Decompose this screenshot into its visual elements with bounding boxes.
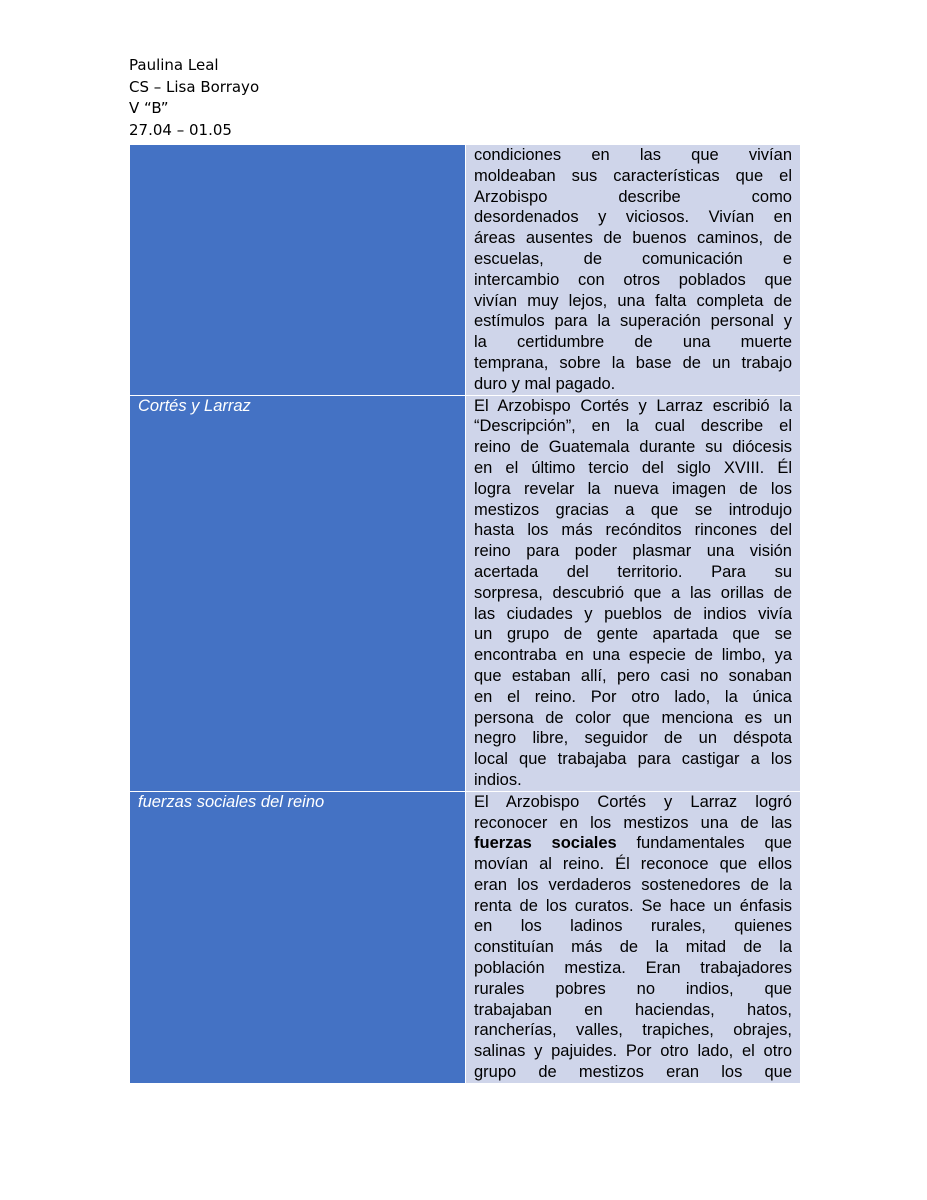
description-line: hasta los más recónditos rincones del bbox=[474, 521, 792, 540]
description-line: persona de color que menciona es un bbox=[474, 708, 792, 727]
description-line: salinas y pajuides. Por otro lado, el otro bbox=[474, 1042, 792, 1061]
term-label: fuerzas sociales del reino bbox=[138, 792, 325, 811]
description-line: trabajaban en haciendas, hatos, bbox=[474, 1000, 792, 1019]
description-line: acertada del territorio. Para su bbox=[474, 562, 792, 581]
description-line-with-bold bbox=[466, 833, 800, 854]
description-line: grupo de mestizos eran los que bbox=[474, 1063, 792, 1082]
description-line: logra revelar la nueva imagen de los bbox=[474, 479, 792, 498]
description-cell bbox=[466, 395, 801, 791]
description-line: renta de los curatos. Se hace un énfasis bbox=[474, 896, 792, 915]
description-line: rurales pobres no indios, que bbox=[474, 979, 792, 998]
description-line: población mestiza. Eran trabajadores bbox=[474, 959, 792, 978]
description-line: constituían más de la mitad de la bbox=[474, 938, 792, 957]
section-label: V “B” bbox=[129, 99, 169, 117]
description-cell bbox=[466, 145, 801, 396]
term-cell bbox=[130, 145, 466, 396]
description-line: El Arzobispo Cortés y Larraz escribió la bbox=[474, 396, 792, 415]
description-line: intercambio con otros poblados que bbox=[474, 270, 792, 289]
description-line: estímulos para la superación personal y bbox=[474, 312, 792, 331]
description-line: la certidumbre de una muerte bbox=[474, 333, 792, 352]
description-line: vivían muy lejos, una falta completa de bbox=[474, 291, 792, 310]
bold-term: fuerzas sociales bbox=[474, 834, 617, 853]
course-teacher: CS – Lisa Borrayo bbox=[129, 77, 260, 96]
description-line: encontraba en una especie de limbo, ya bbox=[474, 646, 792, 665]
description-line: en el último tercio del siglo XVIII. Él bbox=[474, 458, 792, 477]
description-line: áreas ausentes de buenos caminos, de bbox=[474, 229, 792, 248]
description-line: temprana, sobre la base de un trabajo bbox=[474, 353, 792, 372]
description-line: un grupo de gente apartada que se bbox=[474, 625, 792, 644]
description-line: Arzobispo describe como bbox=[474, 187, 792, 206]
description-line: negro libre, seguidor de un déspota bbox=[474, 729, 792, 748]
description-line: en el reino. Por otro lado, la única bbox=[474, 687, 792, 706]
description-line: mestizos gracias a que se introdujo bbox=[474, 500, 792, 519]
description-line: reconocer en los mestizos una de las bbox=[474, 813, 792, 832]
term-cell bbox=[130, 791, 466, 1083]
description-line: movían al reino. Él reconoce que ellos bbox=[474, 855, 792, 874]
term-cell bbox=[130, 395, 466, 791]
description-line: sorpresa, descubrió que a las orillas de bbox=[474, 583, 792, 602]
description-line: duro y mal pagado. bbox=[474, 374, 616, 393]
description-cell bbox=[466, 791, 801, 1083]
description-line: las ciudades y pueblos de indios vivía bbox=[474, 604, 792, 623]
description-line: eran los verdaderos sostenedores de la bbox=[474, 875, 792, 894]
description-line: escuelas, de comunicación e bbox=[474, 249, 792, 268]
description-line: reino para poder plasmar una visión bbox=[474, 542, 792, 561]
term-label: Cortés y Larraz bbox=[138, 396, 251, 415]
description-line: que estaban allí, pero casi no sonaban bbox=[474, 666, 792, 685]
description-line: reino de Guatemala durante su diócesis bbox=[474, 438, 792, 457]
table-row bbox=[130, 791, 801, 1083]
description-line: El Arzobispo Cortés y Larraz logró bbox=[474, 792, 792, 811]
description-line: moldeaban sus características que el bbox=[474, 166, 792, 185]
description-line-fragment: fundamentales que bbox=[616, 834, 792, 853]
description-line: indios. bbox=[474, 770, 522, 789]
notes-table bbox=[129, 144, 801, 1084]
description-line: en los ladinos rurales, quienes bbox=[474, 917, 792, 936]
description-line: desordenados y viciosos. Vivían en bbox=[474, 208, 792, 227]
description-line: rancherías, valles, trapiches, obrajes, bbox=[474, 1021, 792, 1040]
student-name: Paulina Leal bbox=[129, 56, 219, 74]
description-line: “Descripción”, en la cual describe el bbox=[474, 417, 792, 436]
table-row bbox=[130, 145, 801, 396]
description-line: local que trabajaba para castigar a los bbox=[474, 750, 792, 769]
document-header bbox=[129, 55, 259, 141]
table-row bbox=[130, 395, 801, 791]
date-range: 27.04 – 01.05 bbox=[129, 120, 232, 139]
description-line: condiciones en las que vivían bbox=[474, 146, 792, 164]
